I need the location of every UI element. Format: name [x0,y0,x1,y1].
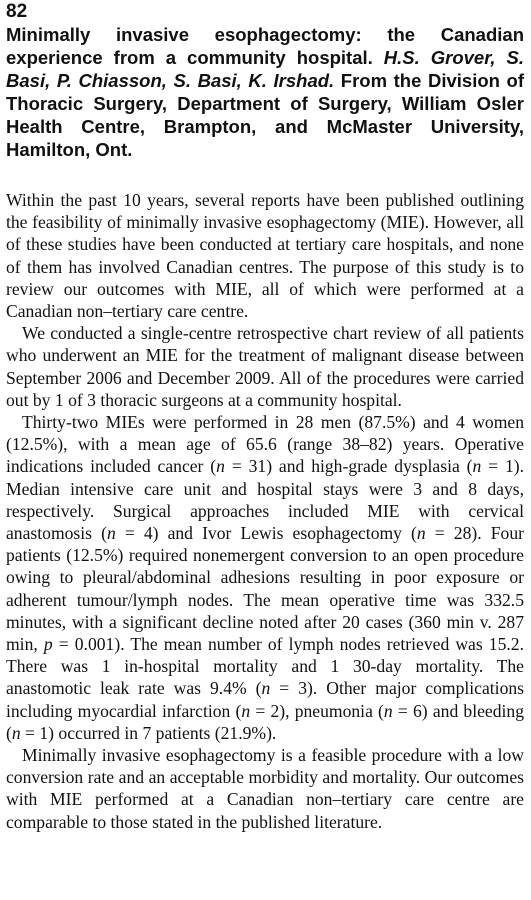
paragraph-methods: We conducted a single-centre retrospective chart review of all patients who underwent an MIE for the treatment of malignant disease between September 2006 and December 2009. All of the procedures were carried out by 1 of 3 thoracic surgeons at a community hospital. [6,323,524,410]
abstract-title: Minimally invasive esophagectomy: the Canadian experience from a community hospital. [6,24,524,68]
abstract-page [6,0,524,833]
paragraph-conclusion: Minimally invasive esophagectomy is a feasible procedure with a low conversion rate and an acceptable morbidity and mortality. Our outcomes with MIE performed at a Canadian non–tertiary care centre are comparable to those stated in the published literature. [6,745,524,832]
abstract-affiliation: From the Division of Thoracic Surgery, Department of Surgery, William Osler Health Centre, Brampton, and McMaster University, Hamilton, Ont. [6,70,524,160]
abstract-authors: H.S. Grover, S. Basi, P. Chiasson, S. Basi, K. Irshad. [6,47,525,91]
abstract-number: 82 [6,1,28,22]
paragraph-results: Thirty-two MIEs were performed in 28 men (87.5%) and 4 women (12.5%), with a mean age of 65.6 (range 38–82) years. Operative indications included cancer (n = 31) and high-grade dysplasia (n = 1). Median intensive care unit and hospital stays were 3 and 8 days, respectively. Surgical approaches included MIE with cervical anastomosis (n = 4) and Ivor Lewis esophagectomy (n = 28). Four patients (12.5%) required nonemergent conversion to an open procedure owing to pleural/abdominal adhesions resulting in poor exposure or adherent tumour/lymph nodes. The mean operative time was 332.5 minutes, with a significant decline noted after 20 cases (360 min v. 287 min, p = 0.001). The mean number of lymph nodes retrieved was 15.2. There was 1 in-hospital mortality and 1 30-day mortality. The anastomotic leak rate was 9.4% (n = 3). Other major complications including myocardial infarction (n = 2), pneumonia (n = 6) and bleeding (n = 1) occurred in 7 patients (21.9%). [6,412,525,743]
paragraph-background: Within the past 10 years, several reports have been published outlining the feasibility of minimally invasive esophagectomy (MIE). However, all of these studies have been conducted at tertiary care hospitals, and none of them has involved Canadian centres. The purpose of this study is to review our outcomes with MIE, all of which were performed at a Canadian non–tertiary care centre. [6,190,524,322]
abstract-body [6,189,524,833]
abstract-heading [6,23,524,161]
